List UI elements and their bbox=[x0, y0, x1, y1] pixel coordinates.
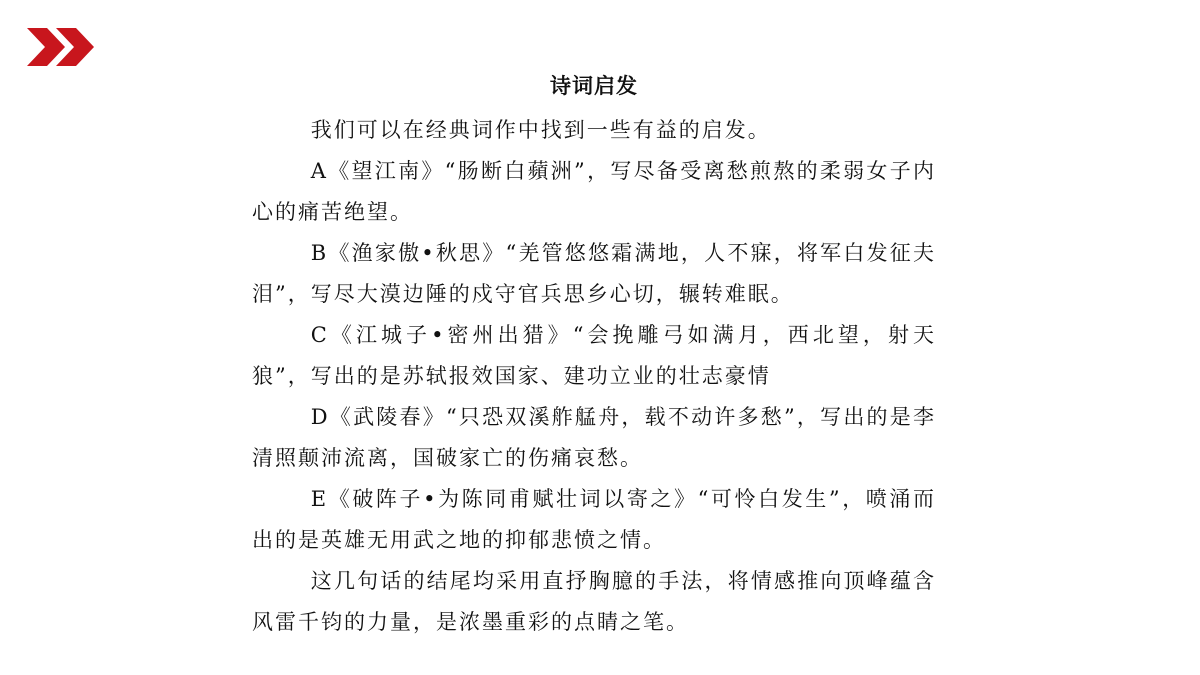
paragraph-b: B《渔家傲•秋思》“羌管悠悠霜满地，人不寐，将军白发征夫泪”，写尽大漠边陲的戍守官兵思乡心切，辗转难眠。 bbox=[252, 241, 936, 306]
page-title: 诗词启发 bbox=[550, 74, 638, 98]
paragraph-c: C《江城子•密州出猎》“会挽雕弓如满月，西北望，射天狼”，写出的是苏轼报效国家、建功立业的壮志豪情 bbox=[252, 323, 936, 388]
paragraph-a: A《望江南》“肠断白蘋洲”，写尽备受离愁煎熬的柔弱女子内心的痛苦绝望。 bbox=[252, 159, 936, 224]
double-chevron-right-icon bbox=[27, 28, 95, 66]
document-body bbox=[252, 72, 936, 643]
paragraph-d: D《武陵春》“只恐双溪舴艋舟，载不动许多愁”，写出的是李清照颠沛流离，国破家亡的伤痛哀愁。 bbox=[252, 405, 936, 470]
paragraph-intro: 我们可以在经典词作中找到一些有益的启发。 bbox=[310, 118, 771, 142]
paragraph-conclusion: 这几句话的结尾均采用直抒胸臆的手法，将情感推向顶峰蕴含风雷千钧的力量，是浓墨重彩的点睛之笔。 bbox=[252, 569, 936, 634]
paragraph-e: E《破阵子•为陈同甫赋壮词以寄之》“可怜白发生”，喷涌而出的是英雄无用武之地的抑郁悲愤之情。 bbox=[252, 487, 936, 552]
